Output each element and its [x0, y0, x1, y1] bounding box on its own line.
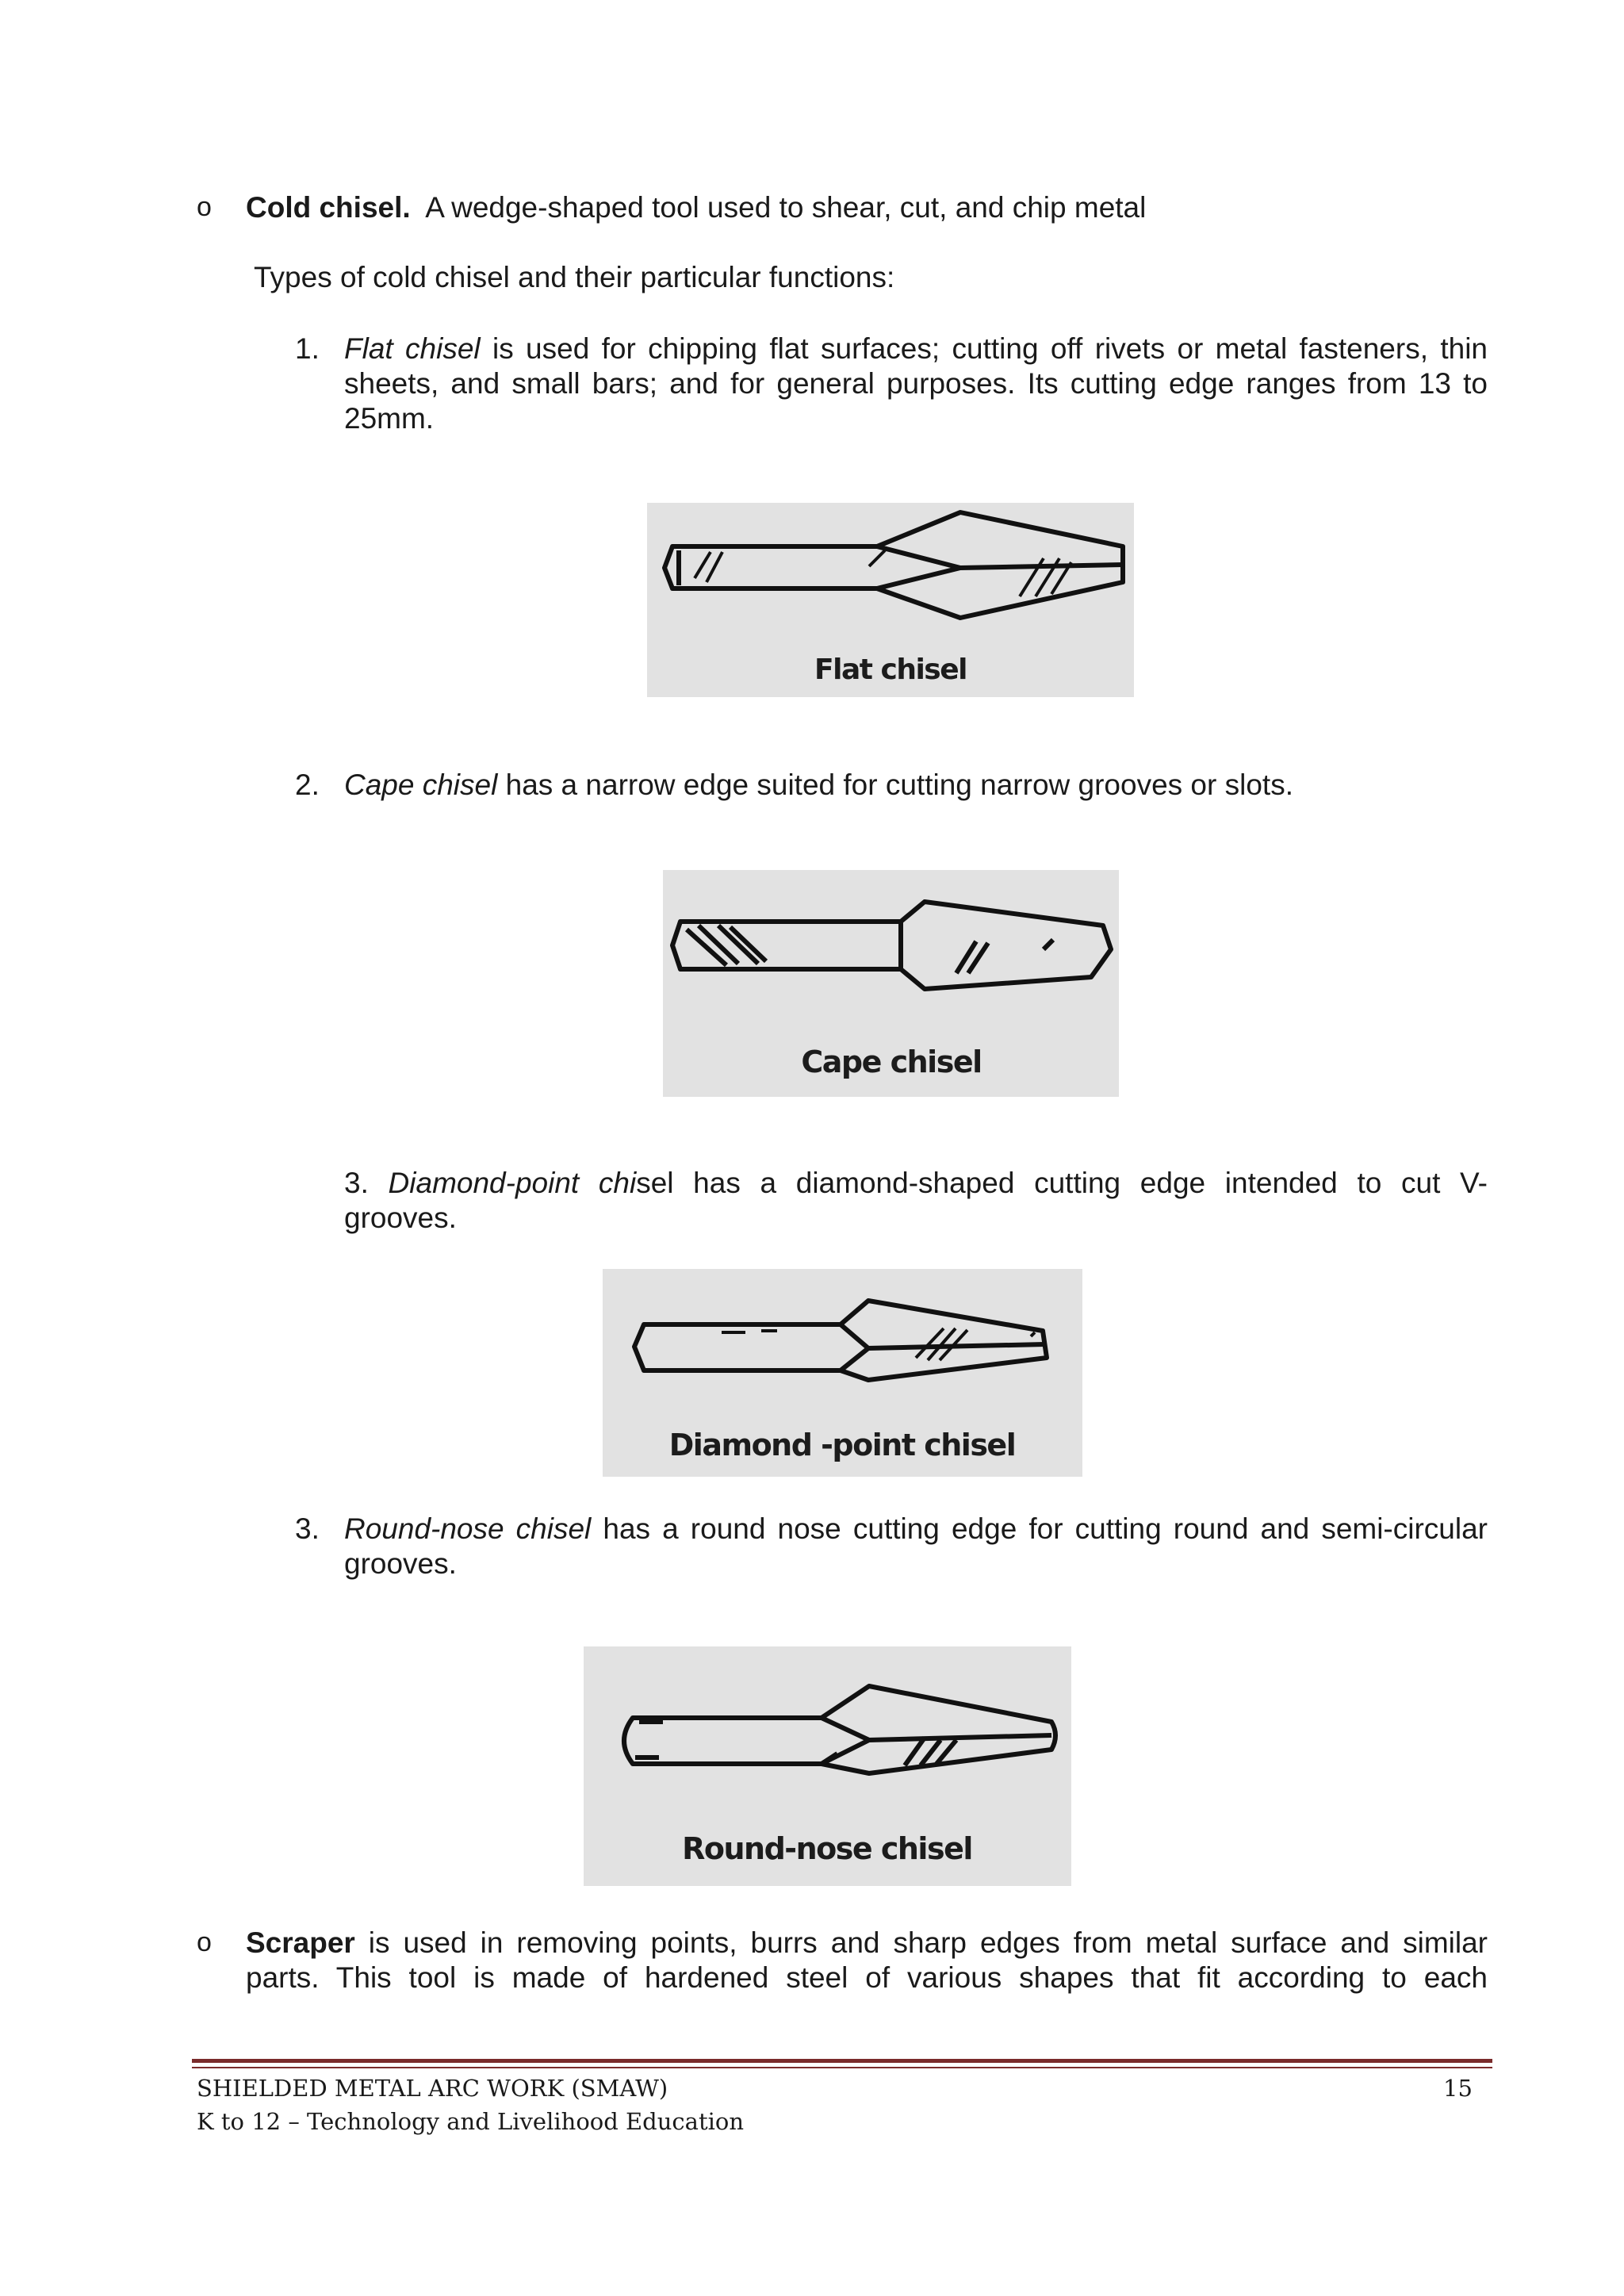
item-1-number: 1. [295, 332, 320, 365]
item-2-number: 2. [295, 769, 320, 801]
round-nose-chisel-illustration [584, 1646, 1071, 1886]
diamond-point-chisel-caption: Diamond -point chisel [668, 1428, 1016, 1462]
cold-chisel-description: A wedge-shaped tool used to shear, cut, and chip metal [425, 191, 1147, 224]
footer-subtitle: K to 12 – Technology and Livelihood Education [197, 2108, 745, 2135]
flat-chisel-term: Flat chisel [344, 332, 481, 365]
footer-rule [192, 2059, 1492, 2063]
item-1-line-1 [344, 332, 1488, 366]
item-4-text-1: has a round nose cutting edge for cutting round and semi-circular [591, 1512, 1488, 1545]
round-nose-chisel-figure [584, 1646, 1071, 1886]
diamond-point-term: Diamond-point [388, 1167, 580, 1199]
cape-chisel-caption: Cape chisel [801, 1045, 982, 1079]
diamond-point-chisel-figure [603, 1269, 1082, 1477]
item-2-line-1 [344, 768, 1293, 803]
cape-chisel-term: Cape chisel [344, 769, 498, 801]
diamond-point-chisel-illustration [603, 1269, 1082, 1477]
item-1-text-1: is used for chipping flat surfaces; cutting off rivets or metal fasteners, thin [480, 332, 1488, 365]
item-4-line-1 [344, 1512, 1488, 1547]
item-2-text-1: has a narrow edge suited for cutting narrow grooves or slots. [497, 769, 1293, 801]
cold-chisel-term: Cold chisel. [246, 191, 411, 224]
scraper-line-2: parts. This tool is made of hardened steel of various shapes that fit according to each [246, 1961, 1488, 1994]
scraper-term: Scraper [246, 1926, 355, 1959]
item-3-line-2: grooves. [344, 1202, 457, 1234]
item-3-line-1 [344, 1166, 1488, 1201]
item-3-text-1: sel has a diamond-shaped cutting edge intended to cut V- [636, 1167, 1488, 1199]
item-4-line-2: grooves. [344, 1547, 457, 1580]
footer-rule-thin [192, 2067, 1492, 2068]
flat-chisel-figure [647, 503, 1134, 697]
scraper-text-1: is used in removing points, burrs and sharp edges from metal surface and similar [354, 1926, 1488, 1959]
scraper-line-1 [246, 1926, 1488, 1961]
cape-chisel-illustration [663, 870, 1119, 1097]
bullet-scraper: o [197, 1927, 212, 1957]
types-intro: Types of cold chisel and their particular functions: [254, 261, 895, 293]
cold-chisel-definition [246, 190, 1146, 225]
item-1-line-3: 25mm. [344, 402, 435, 435]
item-3-number: 3. [344, 1167, 369, 1199]
round-nose-chisel-caption: Round-nose chisel [682, 1831, 972, 1866]
cape-chisel-figure [663, 870, 1119, 1097]
item-1-line-2: sheets, and small bars; and for general purposes. Its cutting edge ranges from 13 to [344, 367, 1488, 400]
flat-chisel-caption: Flat chisel [814, 654, 967, 686]
diamond-point-term-b: chi [598, 1167, 637, 1199]
page-number: 15 [1443, 2075, 1473, 2102]
flat-chisel-illustration [647, 503, 1134, 697]
item-4-number: 3. [295, 1512, 320, 1545]
footer-title: SHIELDED METAL ARC WORK (SMAW) [197, 2075, 668, 2102]
round-nose-term: Round-nose chisel [344, 1512, 592, 1545]
bullet-cold-chisel: o [197, 192, 212, 222]
